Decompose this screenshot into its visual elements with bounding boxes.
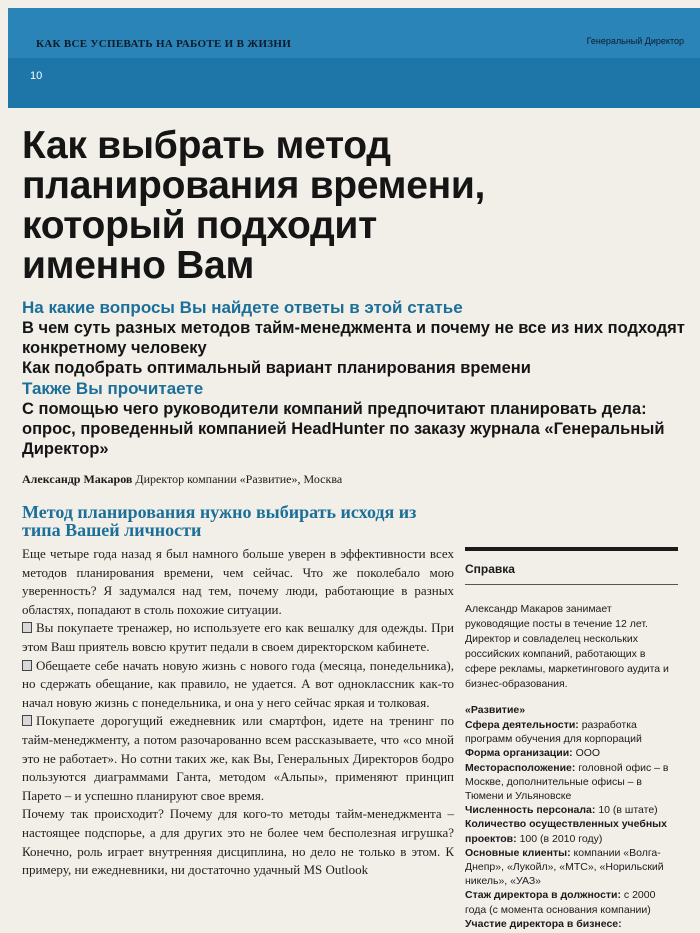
header-band [8,8,700,108]
lead-heading-also: Также Вы прочитаете [22,379,204,398]
lead-question: В чем суть разных методов тайм-менеджмента и почему не все из них подходят конкретному человеку [22,319,685,357]
sidebar-title: Справка [465,562,515,576]
lead-question: С помощью чего руководители компаний предпочитают планировать дела: опрос, проведенный компанией HeadHunter по заказу журнала «Генеральный Директор» [22,400,665,458]
fact-label: Стаж директора в должности: [465,889,621,902]
paragraph-text: Вы покупаете тренажер, но используете его как вешалку для одежды. При этом Ваш приятель вовсю крутит педали в своем директорском кабинете. [22,620,454,654]
fact-value: 100 (в 2010 году) [519,832,603,845]
page-number: 10 [30,70,43,82]
title-line: планирования времени, [22,164,486,207]
body-paragraph: Еще четыре года назад я был намного больше уверен в эффективности всех методов планирования времени, чем сейчас. Что же поколебало мою уверенность? Я задумался над тем, почему люди, работающие в разных областях, попадают в столь похожие ситуации. [22,546,454,617]
lead-block [22,297,687,459]
sidebar-fact [465,917,678,931]
fact-value: с 2000 года (с момента основания компании) [465,889,656,916]
sidebar-fact [465,761,678,804]
sidebar-fact [465,746,678,760]
fact-label: Основные клиенты: [465,846,571,859]
sidebar-top-rule [465,547,678,551]
fact-value: разработка программ обучения для корпораций [465,719,642,746]
author-name: Александр Макаров [22,472,133,486]
sidebar-intro: Александр Макаров занимает руководящие посты в течение 12 лет. Директор и совладелец нескольких российских компаний, работающих в сфере рекламы, маркетингового аудита и бизнес-образования. [465,603,669,690]
fact-label: Месторасположение: [465,761,576,774]
fact-label: Форма организации: [465,747,573,760]
title-line: именно Вам [22,244,254,287]
title-line: Как выбрать метод [22,124,391,167]
fact-label: Участие директора в бизнесе: [465,917,622,930]
paragraph-text: Покупаете дорогущий ежедневник или смартфон, идете на тренинг по тайм-менеджменту, а потом разочарованно всем рассказываете, что «со мной это не работает». Но сотни таких же, как Вы, Генеральных Директоров бодро пользуются диаграммами Ганта, методом «Альпы», применяют принцип Парето – и успешно планируют свое время. [22,713,454,803]
sidebar-fact [465,803,678,817]
square-bullet-icon [22,660,32,671]
sidebar-fact [465,888,678,916]
fact-value: головной офис – в Москве, дополнительные офисы – в Тюмени и Ульяновске [465,761,669,803]
reference-sidebar [465,547,678,931]
author-byline [22,472,682,487]
fact-value: компании «Волга-Днепр», «Лукойл», «МТС», «Норильский никель», «УАЗ» [465,846,664,888]
body-paragraph [22,657,454,713]
square-bullet-icon [22,715,32,726]
sidebar-divider [465,584,678,585]
sidebar-fact [465,718,678,746]
author-position: Директор компании «Развитие», Москва [135,472,343,486]
body-column [22,545,454,880]
lead-question: Как подобрать оптимальный вариант планирования времени [22,359,531,377]
fact-value: ООО [575,747,601,760]
section-label: КАК ВСЕ УСПЕВАТЬ НА РАБОТЕ И В ЖИЗНИ [36,38,292,50]
fact-label: Количество осуществленных учебных проектов: [465,818,667,845]
lead-heading-questions: На какие вопросы Вы найдете ответы в этой статье [22,298,463,317]
magazine-brand: Генеральный Директор [586,36,684,46]
fact-label: Численность персонала: [465,804,596,817]
square-bullet-icon [22,622,32,633]
body-paragraph [22,619,454,656]
sidebar-company-name: «Развитие» [465,704,526,716]
sidebar-fact [465,846,678,889]
fact-value: 10 (в штате) [598,804,658,817]
body-paragraph [22,712,454,805]
title-line: который подходит [22,204,377,247]
sidebar-fact [465,817,678,845]
article-title [22,126,682,286]
header-top-strip [8,8,700,58]
paragraph-text: Обещаете себе начать новую жизнь с нового года (месяца, понедельника), но сдержать обещание, как правило, не удается. А вот одноклассник как-то начал новую жизнь с понедельника, и она у него сейчас яркая и толковая. [22,657,454,710]
body-paragraph: Почему так происходит? Почему для кого-то методы тайм-менеджмента – настоящее подспорье, а для других это не более чем бесполезная игрушка? Конечно, роль играет внутренняя дисциплина, но дело не только в этом. К примеру, ни ежедневники, ни достаточно удачный MS Outlook [22,806,454,878]
fact-label: Сфера деятельности: [465,719,579,731]
section-subheading: Метод планирования нужно выбирать исходя из типа Вашей личности [22,502,417,540]
